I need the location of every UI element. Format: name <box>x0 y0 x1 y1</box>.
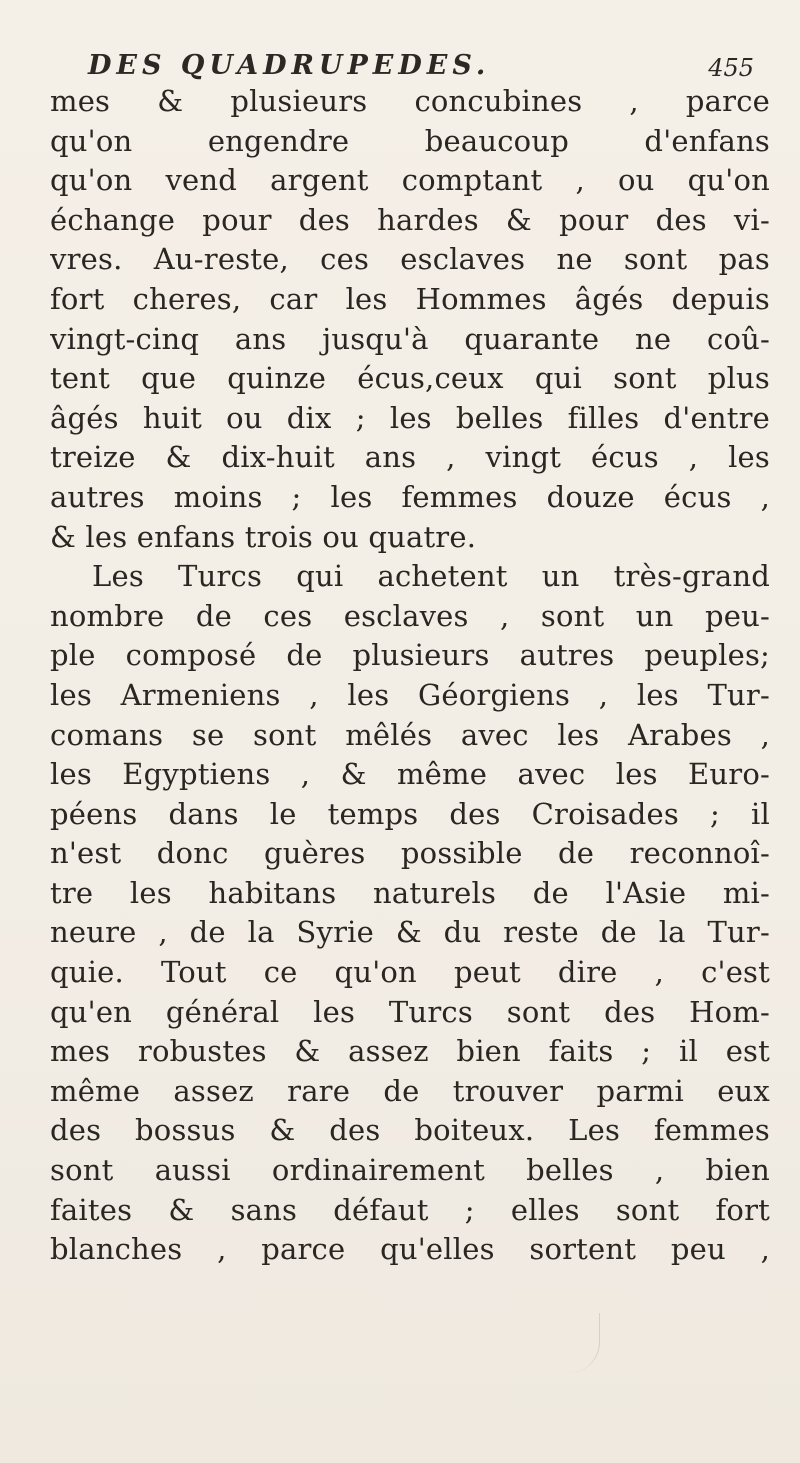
text-line: comans se sont mêlés avec les Arabes , <box>50 717 770 752</box>
text-line: sont aussi ordinairement belles , bien <box>50 1153 770 1188</box>
text-line: & les enfans trois ou quatre. <box>50 519 477 554</box>
paper-stain <box>569 1313 600 1373</box>
text-line: tent que quinze écus,ceux qui sont plus <box>50 361 770 396</box>
text-line: échange pour des hardes & pour des vi- <box>50 202 770 237</box>
text-line: vingt-cinq ans jusqu'à quarante ne coû- <box>50 321 770 356</box>
text-line: péens dans le temps des Croisades ; il <box>50 796 770 831</box>
text-line: même assez rare de trouver parmi eux <box>50 1073 770 1108</box>
text-line: mes & plusieurs concubines , parce <box>50 84 770 118</box>
text-line: n'est donc guères possible de reconnoî- <box>50 836 770 871</box>
text-line: blanches , parce qu'elles sortent peu , <box>50 1232 770 1267</box>
text-line: qu'en général les Turcs sont des Hom- <box>50 994 770 1029</box>
text-line: quie. Tout ce qu'on peut dire , c'est <box>50 955 770 990</box>
text-line: nombre de ces esclaves , sont un peu- <box>50 598 770 633</box>
text-line: mes robustes & assez bien faits ; il est <box>50 1034 770 1069</box>
text-line: âgés huit ou dix ; les belles filles d'entre <box>50 400 770 435</box>
text-line: les Armeniens , les Géorgiens , les Tur- <box>50 677 770 712</box>
text-line: autres moins ; les femmes douze écus , <box>50 479 770 514</box>
text-line: fort cheres, car les Hommes âgés depuis <box>50 281 770 316</box>
text-line: neure , de la Syrie & du reste de la Tur- <box>50 915 770 950</box>
text-line: qu'on vend argent comptant , ou qu'on <box>50 163 770 198</box>
text-line: vres. Au-reste, ces esclaves ne sont pas <box>50 242 770 277</box>
paragraph-2 <box>50 557 770 1270</box>
page-number: 455 <box>708 54 754 82</box>
running-title: DES QUADRUPEDES. <box>88 50 491 81</box>
text-line: Les Turcs qui achetent un très-grand <box>92 559 770 594</box>
text-line: qu'on engendre beaucoup d'enfans <box>50 123 770 158</box>
text-line: faites & sans défaut ; elles sont fort <box>50 1192 770 1227</box>
text-line: treize & dix-huit ans , vingt écus , les <box>50 440 770 475</box>
text-line: tre les habitans naturels de l'Asie mi- <box>50 875 770 910</box>
text-line: les Egyptiens , & même avec les Euro- <box>50 757 770 792</box>
body-text <box>50 82 770 1270</box>
paragraph-1 <box>50 82 770 557</box>
text-line: des bossus & des boiteux. Les femmes <box>50 1113 770 1148</box>
text-line: ple composé de plusieurs autres peuples; <box>50 638 770 673</box>
